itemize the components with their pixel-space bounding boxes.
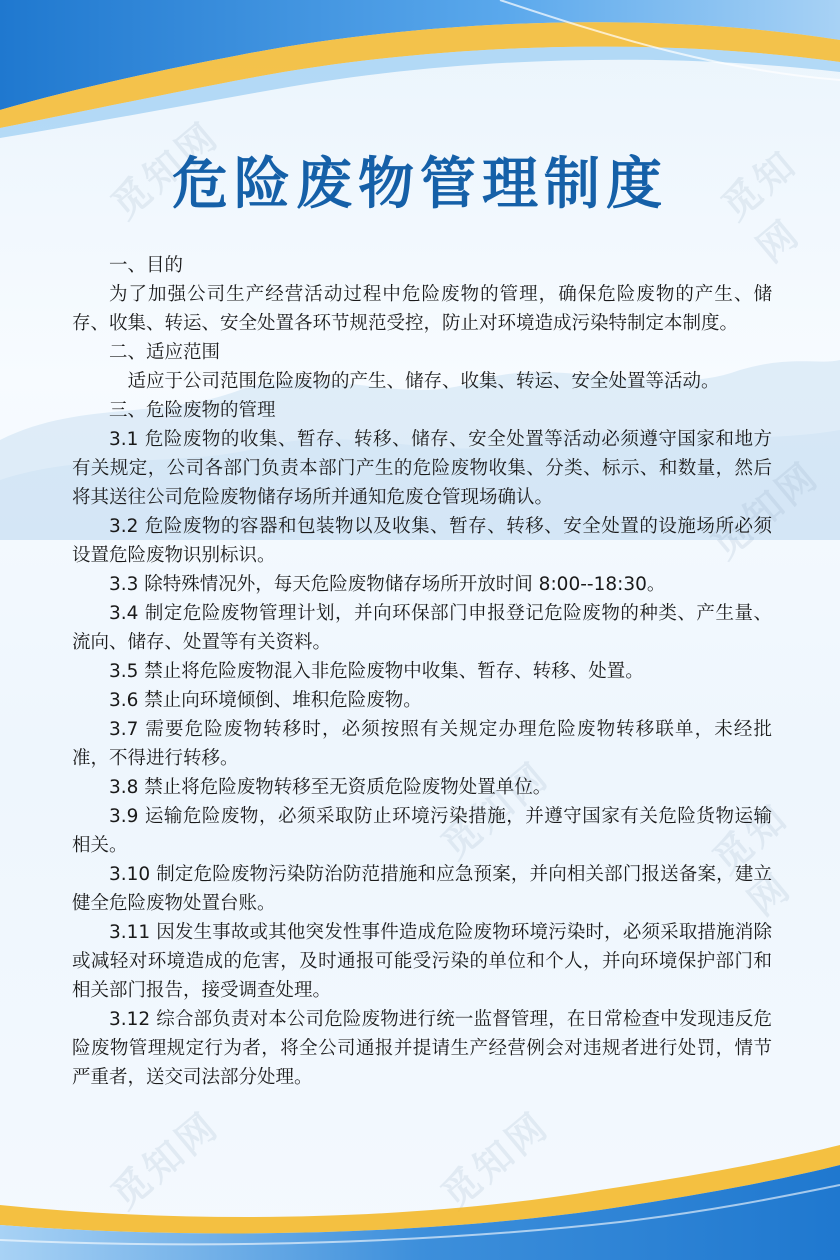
clause-3-11: 3.11 因发生事故或其他突发性事件造成危险废物环境污染时，必须采取措施消除或减轻对环境造成的危害，及时通报可能受污染的单位和个人，并向环境保护部门和相关部门报告，接受调查处理。	[72, 922, 772, 1001]
regulation-body	[72, 251, 772, 1092]
clause-3-2: 3.2 危险废物的容器和包装物以及收集、暂存、转移、安全处置的设施场所必须设置危险废物识别标识。	[72, 516, 772, 566]
clause-3-3: 3.3 除特殊情况外，每天危险废物储存场所开放时间 8:00--18:30。	[109, 574, 666, 595]
watermark: 觅知网	[432, 752, 558, 868]
watermark: 觅知网	[713, 141, 810, 271]
paragraph: 为了加强公司生产经营活动过程中危险废物的管理，确保危险废物的产生、储存、收集、转运、安全处置各环节规范受控，防止对环境造成污染特制定本制度。	[72, 284, 772, 334]
watermark: 觅知网	[704, 794, 801, 925]
clause-3-4: 3.4 制定危险废物管理计划，并向环保部门申报登记危险废物的种类、产生量、流向、储存、处置等有关资料。	[72, 603, 772, 653]
watermark: 觅知网	[702, 452, 828, 568]
clause-3-10: 3.10 制定危险废物污染防治防范措施和应急预案，并向相关部门报送备案，建立健全危险废物处置台账。	[72, 864, 772, 914]
paragraph: 适应于公司范围危险废物的产生、储存、收集、转运、安全处置等活动。	[127, 371, 720, 392]
section-heading: 一、目的	[109, 255, 184, 276]
watermark: 觅知网	[432, 1102, 558, 1218]
clause-3-12: 3.12 综合部负责对本公司危险废物进行统一监督管理，在日常检查中发现违反危险废物管理规定行为者，将全公司通报并提请生产经营例会对违规者进行处罚，情节严重者，送交司法部分处理。	[72, 1009, 772, 1088]
clause-3-5: 3.5 禁止将危险废物混入非危险废物中收集、暂存、转移、处置。	[109, 661, 644, 682]
clause-3-7: 3.7 需要危险废物转移时，必须按照有关规定办理危险废物转移联单，未经批准，不得进行转移。	[72, 719, 772, 769]
watermark: 觅知网	[102, 1102, 228, 1218]
bottom-wave-decoration	[0, 1130, 840, 1260]
page-title: 危险废物管理制度	[172, 152, 668, 217]
clause-3-1: 3.1 危险废物的收集、暂存、转移、储存、安全处置等活动必须遵守国家和地方有关规定，公司各部门负责本部门产生的危险废物收集、分类、标示、和数量，然后将其送往公司危险废物储存场所并通知危废仓管现场确认。	[72, 429, 772, 508]
clause-3-9: 3.9 运输危险废物，必须采取防止环境污染措施，并遵守国家有关危险货物运输相关。	[72, 806, 772, 856]
section-heading: 二、适应范围	[109, 342, 221, 363]
clause-3-6: 3.6 禁止向环境倾倒、堆积危险废物。	[109, 690, 422, 711]
watermark: 觅知网	[102, 112, 228, 228]
section-heading: 三、危险废物的管理	[109, 400, 276, 421]
clause-3-8: 3.8 禁止将危险废物转移至无资质危险废物处置单位。	[109, 777, 552, 798]
top-wave-decoration	[0, 0, 840, 150]
